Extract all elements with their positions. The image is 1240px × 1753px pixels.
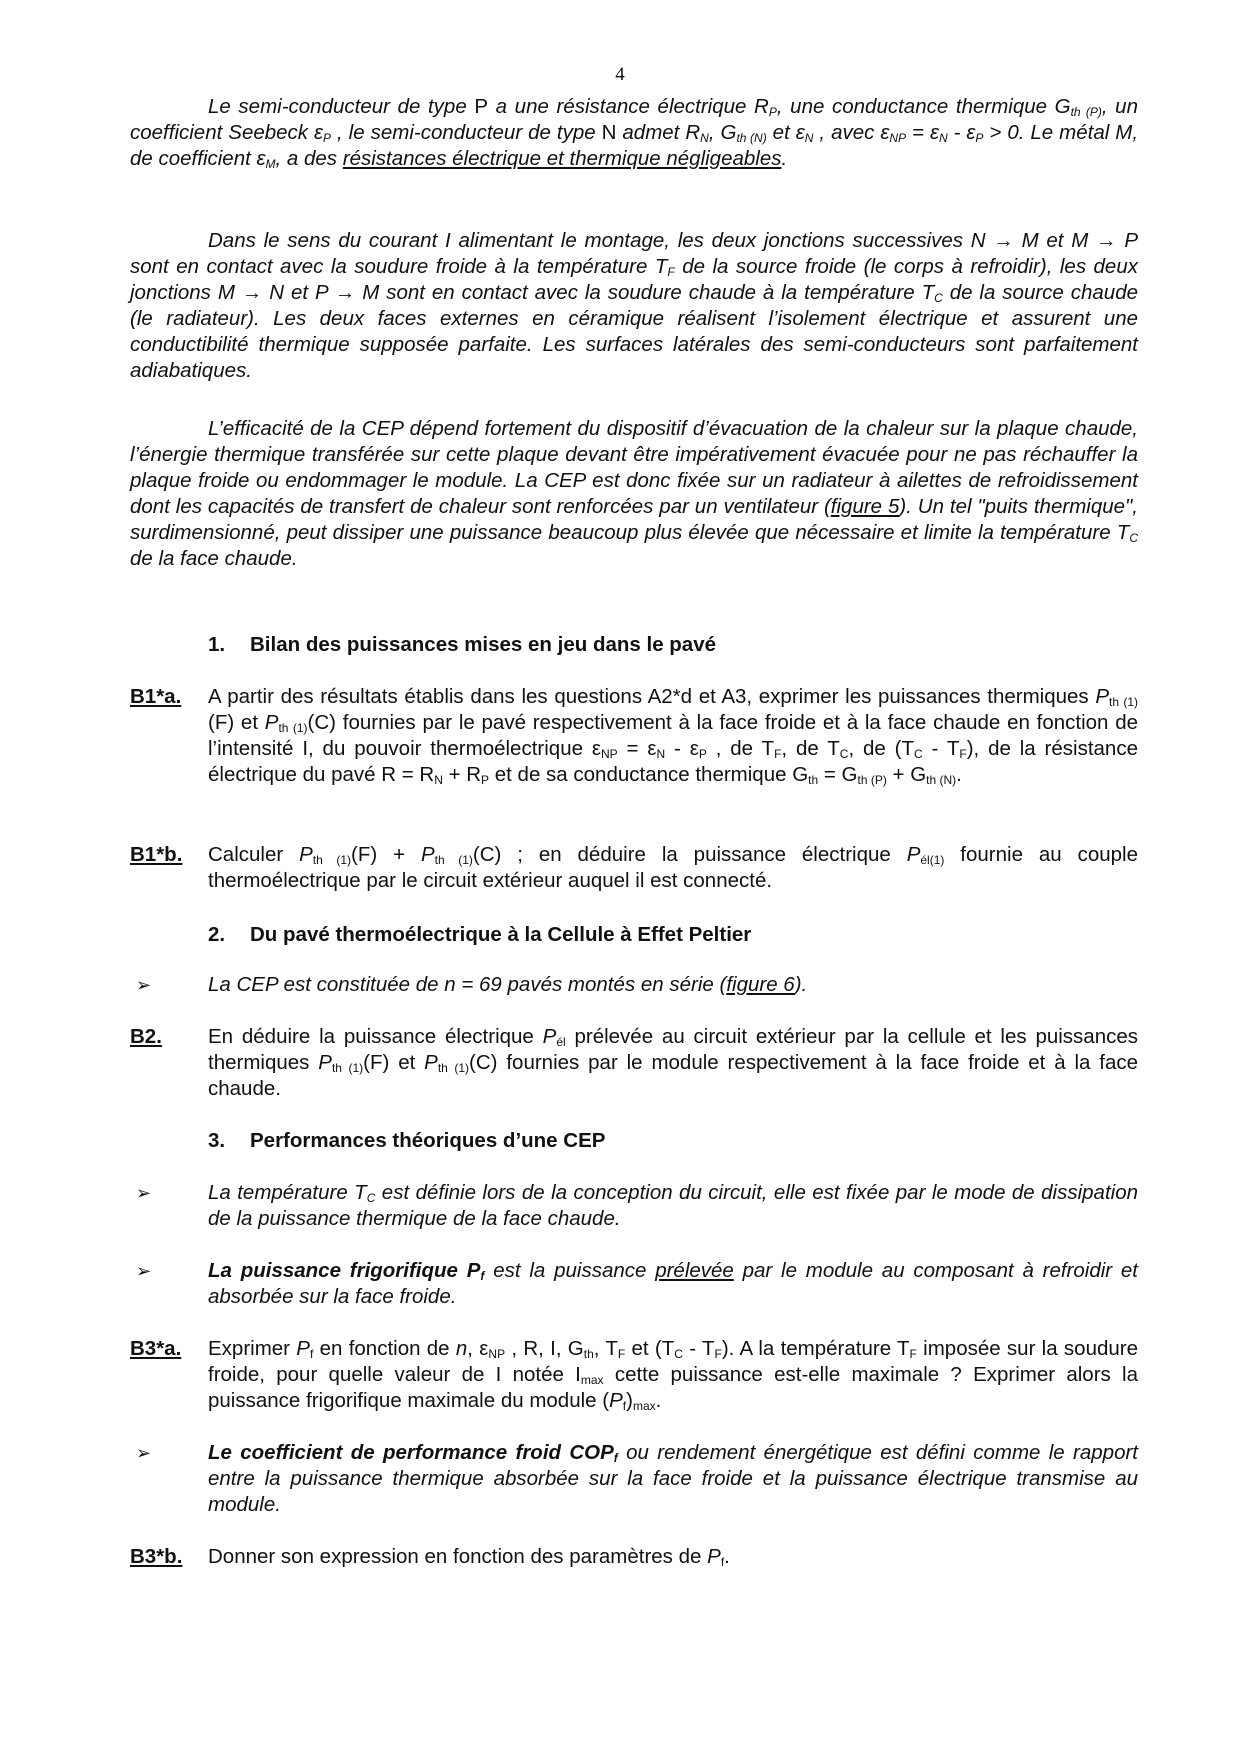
page-number: 4	[615, 64, 625, 85]
bullet-frigorific-power: La puissance frigorifique $P_f$ est la puissance prélevée par le module au composant à refroidir et absorbée sur la face froide.	[208, 1259, 1139, 1308]
question-label-b2: B2.	[130, 1025, 162, 1048]
arrow-bullet-icon: ➢	[136, 1261, 152, 1281]
paragraph-efficiency: L’efficacité de la CEP dépend fortement du dispositif d’évacuation de la chaleur sur la plaque chaude, l’énergie thermique transférée sur cette plaque devant être impérativement évacuée pour ne pas réchauffer la plaque froide ou endommager le module. La CEP est donc fixée sur un radiateur à ailettes de refroidissement dont les capacités de transfert de chaleur sont renforcées par un ventilateur (figure 5). Un tel "puits thermique", surdimensionné, peut dissiper une puissance beaucoup plus élevée que nécessaire et limite la température $T_C$ de la face chaude.	[130, 417, 1138, 570]
paragraph-semiconductors: Le semi-conducteur de type P a une résistance électrique $R_P$, une conductance thermique $G_{th (P)}$, un coefficient Seebeck $\varepsilon_P$ , le semi-conducteur de type N admet $R_N$, $G_{th (N)}$ et $\varepsilon_N$ , avec $\varepsilon_{NP} = \varepsilon_N - \varepsilon_P > 0$. Le métal M, de coefficient $\varepsilon_M$, a des résistances électrique et thermique négligeables.	[130, 95, 1139, 171]
question-b3b: Donner son expression en fonction des paramètres de $P_f$.	[208, 1545, 730, 1569]
section-heading-1: 1. Bilan des puissances mises en jeu dans le pavé	[208, 633, 717, 656]
section-heading-3: 3. Performances théoriques d’une CEP	[208, 1129, 606, 1152]
question-b1a: A partir des résultats établis dans les questions A2*d et A3, exprimer les puissances thermiques $P_{th (1)}(F)$ et $P_{th (1)}(C)$ fournies par le pavé respectivement à la face froide et à la face chaude en fonction de l’intensité I, du pouvoir thermoélectrique $\varepsilon_{NP} = \varepsilon_N - \varepsilon_P$ , de $T_F$, de $T_C$, de $(T_C - T_F)$, de la résistance électrique du pavé $R = R_N + R_P$ et de sa conductance thermique $G_{th} = G_{th (P)} + G_{th (N)}$.	[208, 685, 1138, 787]
paragraph-junctions: Dans le sens du courant I alimentant le montage, les deux jonctions successives N → M et M → P sont en contact avec la soudure froide à la température $T_F$ de la source froide (le corps à refroidir), les deux jonctions M → N et P → M sont en contact avec la soudure chaude à la température $T_C$ de la source chaude (le radiateur). Les deux faces externes en céramique réalisent l’isolement électrique et assurent une conductibilité thermique supposée parfaite. Les surfaces latérales des semi-conducteurs sont parfaitement adiabatiques.	[130, 229, 1139, 382]
bullet-cep-series: La CEP est constituée de n = 69 pavés montés en série (figure 6).	[208, 973, 808, 996]
question-b3a: Exprimer $P_f$ en fonction de n, $\varepsilon_{NP}$ , R, I, $G_{th}$, $T_F$ et $(T_C - T_F)$. A la température $T_F$ imposée sur la soudure froide, pour quelle valeur de I notée $I_{max}$ cette puissance est-elle maximale ? Exprimer alors la puissance frigorifique maximale du module $(P_f)_{max}$.	[208, 1337, 1139, 1413]
question-label-b1b: B1*b.	[130, 843, 183, 866]
question-label-b1a: B1*a.	[130, 685, 182, 708]
figure-6-link[interactable]: figure 6	[726, 973, 795, 996]
question-b2: En déduire la puissance électrique $P_{él}$ prélevée au circuit extérieur par la cellule et les puissances thermiques $P_{th (1)}(F)$ et $P_{th (1)}(C)$ fournies par le module respectivement à la face froide et à la face chaude.	[208, 1025, 1139, 1100]
arrow-bullet-icon: ➢	[136, 1183, 152, 1203]
figure-5-link[interactable]: figure 5	[830, 495, 900, 518]
underlined-text: résistances électrique et thermique négligeables	[342, 147, 782, 170]
bullet-temperature-tc: La température $T_C$ est définie lors de la conception du circuit, elle est fixée par le mode de dissipation de la puissance thermique de la face chaude.	[208, 1181, 1138, 1230]
arrow-bullet-icon: ➢	[136, 975, 152, 995]
question-label-b3a: B3*a.	[130, 1337, 182, 1360]
section-heading-2: 2. Du pavé thermoélectrique à la Cellule à Effet Peltier	[208, 923, 752, 946]
question-label-b3b: B3*b.	[130, 1545, 183, 1568]
bullet-cop: Le coefficient de performance froid $COP_f$ ou rendement énergétique est défini comme le rapport entre la puissance thermique absorbée sur la face froide et la puissance électrique transmise au module.	[208, 1441, 1138, 1516]
arrow-bullet-icon: ➢	[136, 1443, 152, 1463]
question-b1b: Calculer $P_{th (1)}(F) + P_{th (1)}(C)$ ; en déduire la puissance électrique $P_{él(1)}$ fournie au couple thermoélectrique par le circuit extérieur auquel il est connecté.	[208, 843, 1138, 892]
